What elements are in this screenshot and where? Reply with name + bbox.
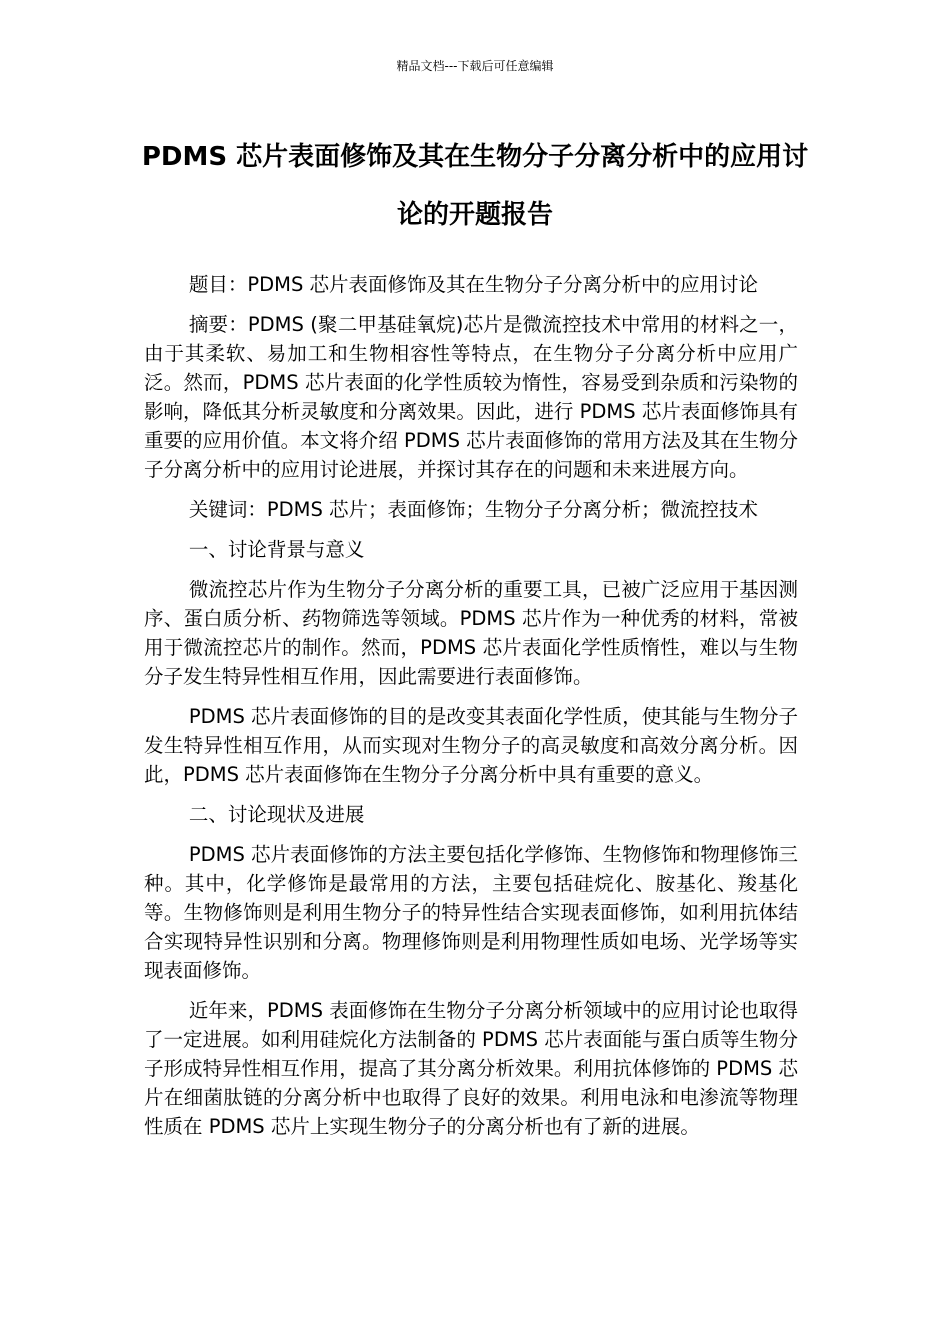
keywords-paragraph: 关键词：PDMS 芯片；表面修饰；生物分子分离分析；微流控技术 <box>188 498 759 521</box>
background-paragraph-2: PDMS 芯片表面修饰的目的是改变其表面化学性质，使其能与生物分子发生特异性相互作用，从而实现对生物分子的高灵敏度和高效分离分析。因此，PDMS 芯片表面修饰在生物分子分离分析中具有重要的意义。 <box>144 705 798 786</box>
header-note: 精品文档---下载后可任意编辑 <box>396 59 554 73</box>
section-heading-background: 一、讨论背景与意义 <box>188 538 365 561</box>
background-paragraph-1: 微流控芯片作为生物分子分离分析的重要工具，已被广泛应用于基因测序、蛋白质分析、药物筛选等领域。PDMS 芯片作为一种优秀的材料，常被用于微流控芯片的制作。然而，PDMS 芯片表面化学性质惰性，难以与生物分子发生特异性相互作用，因此需要进行表面修饰。 <box>144 578 798 688</box>
status-paragraph-1: PDMS 芯片表面修饰的方法主要包括化学修饰、生物修饰和物理修饰三种。其中，化学修饰是最常用的方法，主要包括硅烷化、胺基化、羧基化等。生物修饰则是利用生物分子的特异性结合实现表面修饰，如利用抗体结合实现特异性识别和分离。物理修饰则是利用物理性质如电场、光学场等实现表面修饰。 <box>144 843 798 982</box>
topic-paragraph: 题目：PDMS 芯片表面修饰及其在生物分子分离分析中的应用讨论 <box>188 273 759 296</box>
status-paragraph-2: 近年来，PDMS 表面修饰在生物分子分离分析领域中的应用讨论也取得了一定进展。如利用硅烷化方法制备的 PDMS 芯片表面能与蛋白质等生物分子形成特异性相互作用，提高了其分离分析效果。利用抗体修饰的 PDMS 芯片在细菌肽链的分离分析中也取得了良好的效果。利用电泳和电渗流等物理性质在 PDMS 芯片上实现生物分子的分离分析也有了新的进展。 <box>144 999 798 1138</box>
document-title: PDMS 芯片表面修饰及其在生物分子分离分析中的应用讨论的开题报告 <box>141 142 809 230</box>
section-heading-status: 二、讨论现状及进展 <box>188 803 365 826</box>
document-body <box>144 270 798 1152</box>
abstract-paragraph: 摘要：PDMS (聚二甲基硅氧烷)芯片是微流控技术中常用的材料之一，由于其柔软、易加工和生物相容性等特点，在生物分子分离分析中应用广泛。然而，PDMS 芯片表面的化学性质较为惰性，容易受到杂质和污染物的影响，降低其分析灵敏度和分离效果。因此，进行 PDMS 芯片表面修饰具有重要的应用价值。本文将介绍 PDMS 芯片表面修饰的常用方法及其在生物分子分离分析中的应用讨论进展，并探讨其存在的问题和未来进展方向。 <box>144 313 798 481</box>
